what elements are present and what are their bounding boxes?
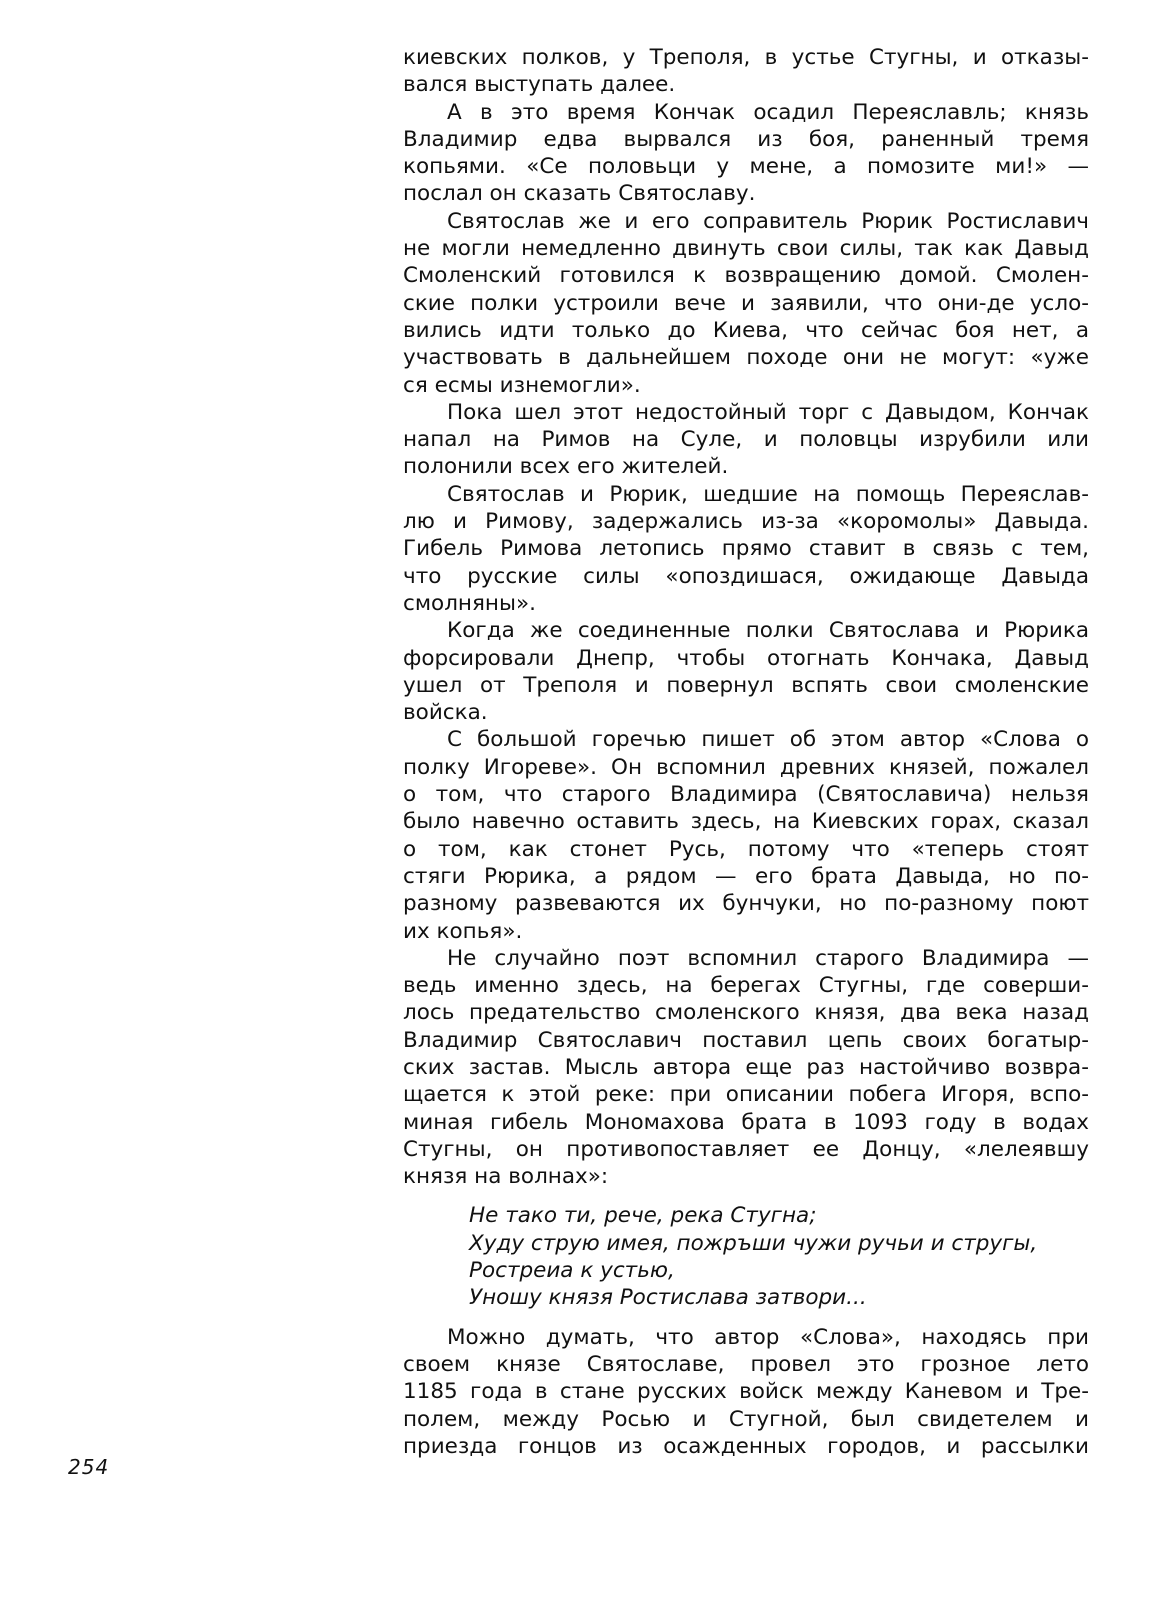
verse-line: Уношу князя Ростислава затвори... (469, 1285, 867, 1311)
text-line: вились идти только до Киева, что сейчас боя нет, а (403, 317, 1089, 343)
text-line: Смоленский готовился к возвращению домой. Смолен- (403, 263, 1089, 289)
text-line: смолняны». (403, 590, 536, 616)
paragraph (403, 617, 1089, 726)
text-column (403, 44, 1089, 1460)
page-number: 254 (68, 1455, 110, 1479)
text-line: не могли немедленно двинуть свои силы, так как Давыд (403, 236, 1089, 262)
text-line: лось предательство смоленского князя, два века назад (403, 1000, 1089, 1026)
text-line: миная гибель Мономахова брата в 1093 году в водах (403, 1109, 1089, 1135)
text-line: послал он сказать Святославу. (403, 181, 756, 207)
paragraph (403, 399, 1089, 481)
text-line: участвовать в дальнейшем походе они не могут: «уже (403, 345, 1089, 371)
text-line: ские полки устроили вече и заявили, что они-де усло- (403, 290, 1089, 316)
text-line: Владимир Святославич поставил цепь своих богатыр- (403, 1027, 1089, 1053)
text-line: что русские силы «опоздишася, ожидающе Давыда (403, 563, 1089, 589)
text-line: копьями. «Се половьци у мене, а помозите ми!» — (403, 154, 1089, 180)
text-line: А в это время Кончак осадил Переяславль; князь (447, 99, 1089, 125)
text-line: своем князе Святославе, провел это грозное лето (403, 1351, 1089, 1377)
text-line: ся есмы изнемогли». (403, 372, 641, 398)
paragraph (403, 945, 1089, 1191)
text-line: лю и Римову, задержались из-за «коромолы» Давыда. (403, 509, 1089, 535)
text-line: их копья». (403, 918, 523, 944)
text-line: полку Игореве». Он вспомнил древних князей, пожалел (403, 754, 1089, 780)
text-line: войска. (403, 700, 488, 726)
text-line: было навечно оставить здесь, на Киевских горах, сказал (403, 809, 1089, 835)
text-line: Пока шел этот недостойный торг с Давыдом, Кончак (447, 399, 1089, 425)
text-line: киевских полков, у Треполя, в устье Стугны, и отказы- (403, 45, 1089, 70)
verse-quote (403, 1202, 1089, 1311)
text-line: Стугны, он противопоставляет ее Донцу, «лелеявшу (403, 1136, 1089, 1162)
text-line: ских застав. Мысль автора еще раз настойчиво возвра- (403, 1054, 1089, 1080)
paragraph (403, 208, 1089, 399)
text-line: полем, между Росью и Стугной, был свидетелем и (403, 1406, 1089, 1432)
paragraph (403, 1324, 1089, 1460)
text-line: стяги Рюрика, а рядом — его брата Давыда, но по- (403, 863, 1089, 889)
text-line: Владимир едва вырвался из боя, раненный тремя (403, 126, 1089, 152)
text-line: Святослав и Рюрик, шедшие на помощь Переяслав- (447, 481, 1089, 507)
text-line: форсировали Днепр, чтобы отогнать Кончака, Давыд (403, 645, 1089, 671)
text-line: Гибель Римова летопись прямо ставит в связь с тем, (403, 536, 1089, 562)
text-line: С большой горечью пишет об этом автор «Слова о (447, 727, 1089, 753)
text-line: о том, как стонет Русь, потому что «теперь стоят (403, 836, 1089, 862)
text-line: Когда же соединенные полки Святослава и Рюрика (447, 618, 1089, 644)
text-line: вался выступать далее. (403, 72, 676, 98)
paragraph (403, 726, 1089, 944)
paragraph (403, 99, 1089, 208)
verse-line: Ростреиа к устью, (469, 1258, 675, 1284)
paragraph (403, 44, 1089, 99)
text-line: щается к этой реке: при описании побега Игоря, вспо- (403, 1082, 1089, 1108)
text-line: полонили всех его жителей. (403, 454, 729, 480)
text-line: Святослав же и его соправитель Рюрик Ростиславич (447, 208, 1089, 234)
text-line: о том, что старого Владимира (Святославича) нельзя (403, 782, 1089, 808)
text-line: князя на волнах»: (403, 1164, 609, 1190)
text-line: 1185 года в стане русских войск между Каневом и Тре- (403, 1379, 1089, 1405)
text-line: Не случайно поэт вспомнил старого Владимира — (447, 945, 1089, 971)
paragraph (403, 481, 1089, 617)
text-line: ушел от Треполя и повернул вспять свои смоленские (403, 672, 1089, 698)
text-line: ведь именно здесь, на берегах Стугны, где соверши- (403, 973, 1089, 999)
text-line: напал на Римов на Суле, и половцы изрубили или (403, 427, 1089, 453)
text-line: разному развеваются их бунчуки, но по-разному поют (403, 891, 1089, 917)
text-line: Можно думать, что автор «Слова», находясь при (447, 1324, 1089, 1350)
verse-line: Не тако ти, рече, река Стугна; (469, 1203, 817, 1229)
verse-line: Худу струю имея, пожръши чужи ручьи и стругы, (469, 1230, 1038, 1256)
text-line: приезда гонцов из осажденных городов, и рассылки (403, 1433, 1089, 1459)
